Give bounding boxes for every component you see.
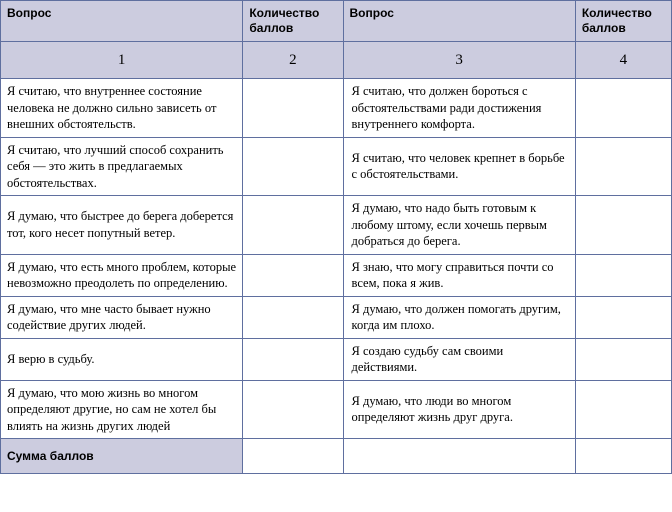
score-input-right[interactable] — [575, 296, 671, 338]
question-right: Я думаю, что надо быть готовым к любому штому, если хочешь первым добраться до берега. — [343, 196, 575, 255]
table-row — [1, 137, 672, 196]
table-row — [1, 296, 672, 338]
question-right: Я знаю, что могу справиться почти со всем, пока я жив. — [343, 254, 575, 296]
table-header-row — [1, 1, 672, 42]
question-left: Я считаю, что внутреннее состояние человека не должно сильно зависеть от внешних обстоятельств. — [1, 79, 243, 138]
question-right: Я создаю судьбу сам своими действиями. — [343, 338, 575, 380]
question-left: Я думаю, что мою жизнь во многом определяют другие, но сам не хотел бы влиять на жизнь других людей — [1, 380, 243, 439]
sum-row — [1, 439, 672, 474]
question-left: Я верю в судьбу. — [1, 338, 243, 380]
question-right: Я думаю, что люди во многом определяют жизнь друг друга. — [343, 380, 575, 439]
sum-label: Сумма баллов — [1, 439, 243, 474]
table-row — [1, 380, 672, 439]
column-number-row — [1, 42, 672, 79]
sum-value-right[interactable] — [575, 439, 671, 474]
table-row — [1, 338, 672, 380]
score-input-left[interactable] — [243, 380, 343, 439]
score-input-left[interactable] — [243, 338, 343, 380]
column-header-score-right: Количество баллов — [575, 1, 671, 42]
question-right: Я думаю, что должен помогать другим, когда им плохо. — [343, 296, 575, 338]
score-input-left[interactable] — [243, 196, 343, 255]
score-input-left[interactable] — [243, 296, 343, 338]
score-input-right[interactable] — [575, 380, 671, 439]
sum-value-left[interactable] — [243, 439, 343, 474]
score-input-left[interactable] — [243, 254, 343, 296]
column-number-3: 3 — [343, 42, 575, 79]
question-left: Я думаю, что есть много проблем, которые невозможно преодолеть по определению. — [1, 254, 243, 296]
column-number-4: 4 — [575, 42, 671, 79]
column-number-2: 2 — [243, 42, 343, 79]
table-row — [1, 254, 672, 296]
question-left: Я думаю, что мне часто бывает нужно содействие других людей. — [1, 296, 243, 338]
score-input-right[interactable] — [575, 79, 671, 138]
sum-value-middle[interactable] — [343, 439, 575, 474]
table-row — [1, 196, 672, 255]
column-header-score-left: Количество баллов — [243, 1, 343, 42]
question-left: Я считаю, что лучший способ сохранить себя — это жить в предлагаемых обстоятельствах. — [1, 137, 243, 196]
score-input-left[interactable] — [243, 79, 343, 138]
score-input-right[interactable] — [575, 254, 671, 296]
question-left: Я думаю, что быстрее до берега доберется тот, кого несет попутный ветер. — [1, 196, 243, 255]
column-header-question-left: Вопрос — [1, 1, 243, 42]
score-input-right[interactable] — [575, 196, 671, 255]
column-header-question-right: Вопрос — [343, 1, 575, 42]
score-input-right[interactable] — [575, 338, 671, 380]
score-input-right[interactable] — [575, 137, 671, 196]
question-right: Я считаю, что должен бороться с обстоятельствами ради достижения внутреннего комфорта. — [343, 79, 575, 138]
table-row — [1, 79, 672, 138]
score-input-left[interactable] — [243, 137, 343, 196]
question-right: Я считаю, что человек крепнет в борьбе с обстоятельствами. — [343, 137, 575, 196]
column-number-1: 1 — [1, 42, 243, 79]
